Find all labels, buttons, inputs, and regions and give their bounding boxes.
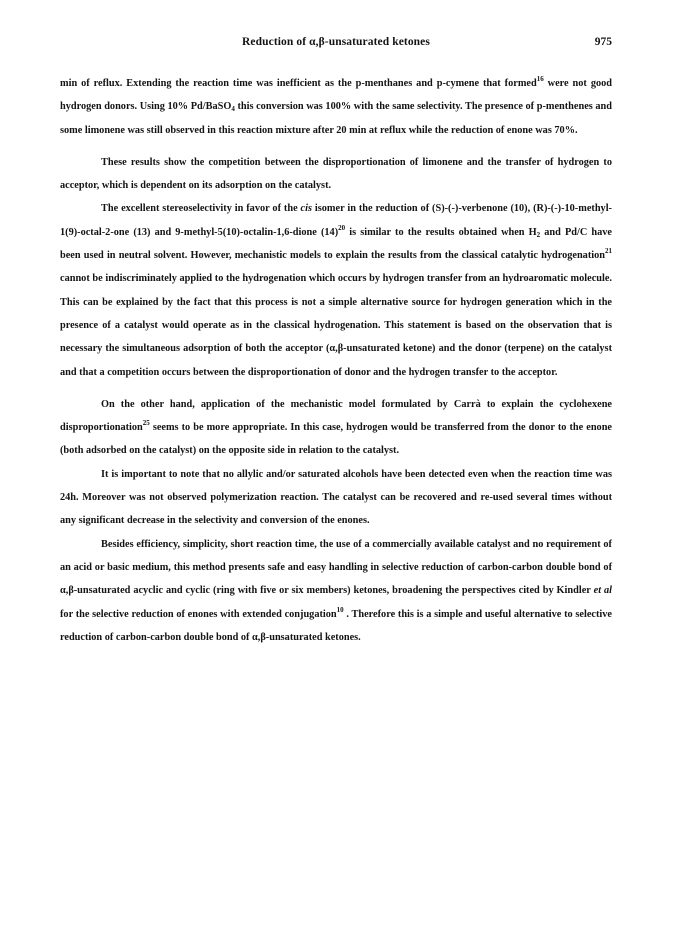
text-run: and Pd/C have been used in neutral solvent. However, mechanistic models to explain the results from the classical catalytic hydrogenation [60, 226, 612, 262]
paragraph-competition: These results show the competition between the disproportionation of limonene and the transfer of hydrogen to acceptor, which is dependent on its adsorption on the catalyst. [60, 156, 612, 192]
paragraph-conclusion [60, 533, 612, 649]
text-run: seems to be more appropriate. In this case, hydrogen would be transferred from the donor to the enone (both adsorbed on the catalyst) on the opposite side in relation to the catalyst. [60, 422, 612, 457]
text-run: and 9-methyl-5(10)-octalin-1,6-dione [150, 226, 321, 238]
text-run: isomer in the reduction of (S)-(-)-verbenone [312, 203, 511, 215]
running-header [60, 36, 612, 52]
paragraph-no-alcohols: It is important to note that no allylic and/or saturated alcohols have been detected even when the reaction time was 24h. Moreover was not observed polymerization reaction. The catalyst can be recovered and re-used several times without any significant decrease in the selectivity and conversion of the enones. [60, 468, 612, 527]
citation-ref: 25 [142, 419, 150, 428]
text-run: this conversion was 100% with the same selectivity. The presence of p-menthenes and some limonene was still observed in this reaction mixture after 20 min at reflux while the reduction of enone was 70%. [60, 101, 612, 136]
citation-ref: 10 [336, 605, 344, 614]
citation-ref: 21 [605, 247, 612, 256]
text-run: is similar to the results obtained when H [345, 226, 537, 238]
text-run: were not good hydrogen donors. Using 10% Pd/BaSO [60, 78, 612, 113]
text-run: cannot be indiscriminately applied to the hydrogenation which occurs by hydrogen transfer from an hydroaromatic molecule. This can be explained by the fact that this process is not a simple alternative source for hydrogen generation which in the presence of a catalyst would operate as in the classical hydrogenation. This statement is based on the observation that is necessary the simultaneous adsorption of both the acceptor (α,β-unsaturated ketone) and the donor (terpene) on the catalyst and that a competition occurs between the disproportionation of donor and the hydrogen transfer to the acceptor. [60, 273, 612, 378]
paragraph-carra-model [60, 393, 612, 463]
paragraph-gap [60, 384, 612, 393]
paragraph-continuation [60, 72, 612, 142]
compound-number: (10) [510, 203, 528, 215]
text-run: . Therefore this is a simple and useful alternative to selective reduction of carbon-carbon double bond of α,β-unsaturated ketones. [60, 608, 612, 643]
paragraph-stereoselectivity [60, 197, 612, 383]
italic-term: cis [300, 203, 312, 215]
subscript: 2 [536, 230, 541, 239]
citation-ref: 16 [536, 75, 544, 83]
article-body [60, 72, 612, 649]
compound-number: (13) [133, 226, 151, 238]
text-run: On the other hand, application of the mechanistic model formulated by Carrà to explain the cyclohexene disproportionation [60, 398, 612, 434]
italic-term: et al [593, 585, 613, 597]
text-run: Besides efficiency, simplicity, short reaction time, the use of a commercially available catalyst and no requirement of an acid or basic medium, this method presents safe and easy handling in selective reduction of carbon-carbon double bond of α,β-unsaturated acyclic and cyclic (ring with five or six members) ketones, broadening the perspectives cited by Kindler [60, 538, 612, 597]
running-title: Reduction of α,β-unsaturated ketones [242, 36, 430, 48]
text-run: , (R)-(-)-10-methyl-1(9)-octal-2-one [60, 203, 612, 238]
compound-number: (14) [320, 226, 339, 238]
text-run: for the selective reduction of enones with extended conjugation [60, 608, 337, 620]
paragraph-gap [60, 142, 612, 151]
text-run: min of reflux. Extending the reaction time was inefficient as the p-menthanes and p-cymene that formed [60, 78, 537, 89]
subscript: 4 [231, 105, 235, 114]
citation-ref: 20 [338, 223, 346, 232]
text-run: The excellent stereoselectivity in favor of the [101, 203, 301, 215]
page-number: 975 [594, 36, 612, 48]
